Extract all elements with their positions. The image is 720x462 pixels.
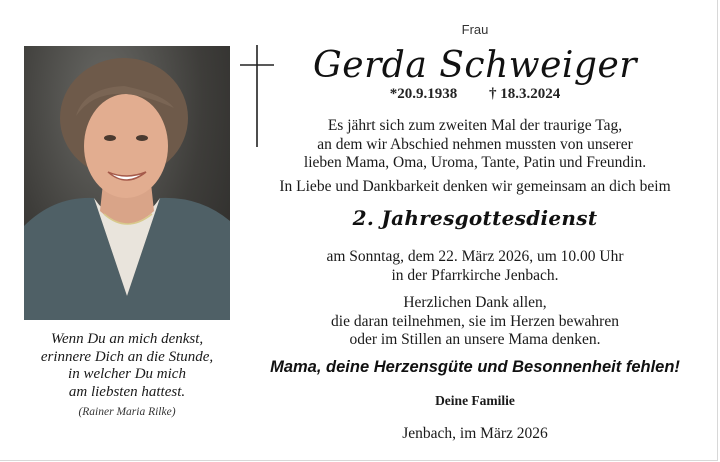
service-line: am Sonntag, dem 22. März 2026, um 10.00 Uhr bbox=[326, 248, 624, 265]
service-line: in der Pfarrkirche Jenbach. bbox=[391, 266, 559, 284]
poem-line: am liebsten hattest. bbox=[68, 383, 186, 400]
thanks-line: oder im Stillen an unsere Mama denken. bbox=[349, 331, 601, 348]
death-date: † 18.3.2024 bbox=[489, 86, 561, 102]
thanks-line: Herzlichen Dank allen, bbox=[403, 294, 547, 311]
intro-line: Es jährt sich zum zweiten Mal der traurige Tag, bbox=[327, 117, 623, 134]
service-title: 2. Jahresgottesdienst bbox=[352, 206, 598, 230]
deceased-name: Gerda Schweiger bbox=[313, 45, 637, 86]
birth-date: *20.9.1938 bbox=[389, 86, 458, 102]
life-dates bbox=[262, 86, 688, 103]
thanks-text bbox=[262, 294, 688, 350]
poem-line: Wenn Du an mich denkst, bbox=[50, 331, 204, 347]
remembrance-text: In Liebe und Dankbarkeit denken wir gemeinsam an dich beim bbox=[279, 178, 671, 195]
portrait-image bbox=[24, 46, 230, 320]
signature: Deine Familie bbox=[435, 393, 515, 408]
place-date: Jenbach, im März 2026 bbox=[402, 425, 548, 442]
portrait-photo bbox=[24, 46, 230, 320]
salutation: Frau bbox=[461, 22, 489, 37]
poem-author: (Rainer Maria Rilke) bbox=[78, 406, 176, 418]
intro-line: an dem wir Abschied nehmen mussten von unserer bbox=[317, 135, 633, 153]
poem-line: in welcher Du mich bbox=[68, 366, 186, 382]
poem bbox=[24, 331, 230, 401]
poem-line: erinnere Dich an die Stunde, bbox=[40, 348, 214, 365]
thanks-line: die daran teilnehmen, sie im Herzen bewahren bbox=[331, 312, 619, 330]
motto: Mama, deine Herzensgüte und Besonnenheit fehlen! bbox=[270, 358, 680, 376]
intro-line: lieben Mama, Oma, Uroma, Tante, Patin und Freundin. bbox=[303, 154, 647, 171]
service-details bbox=[262, 248, 688, 285]
intro-text bbox=[262, 117, 688, 173]
